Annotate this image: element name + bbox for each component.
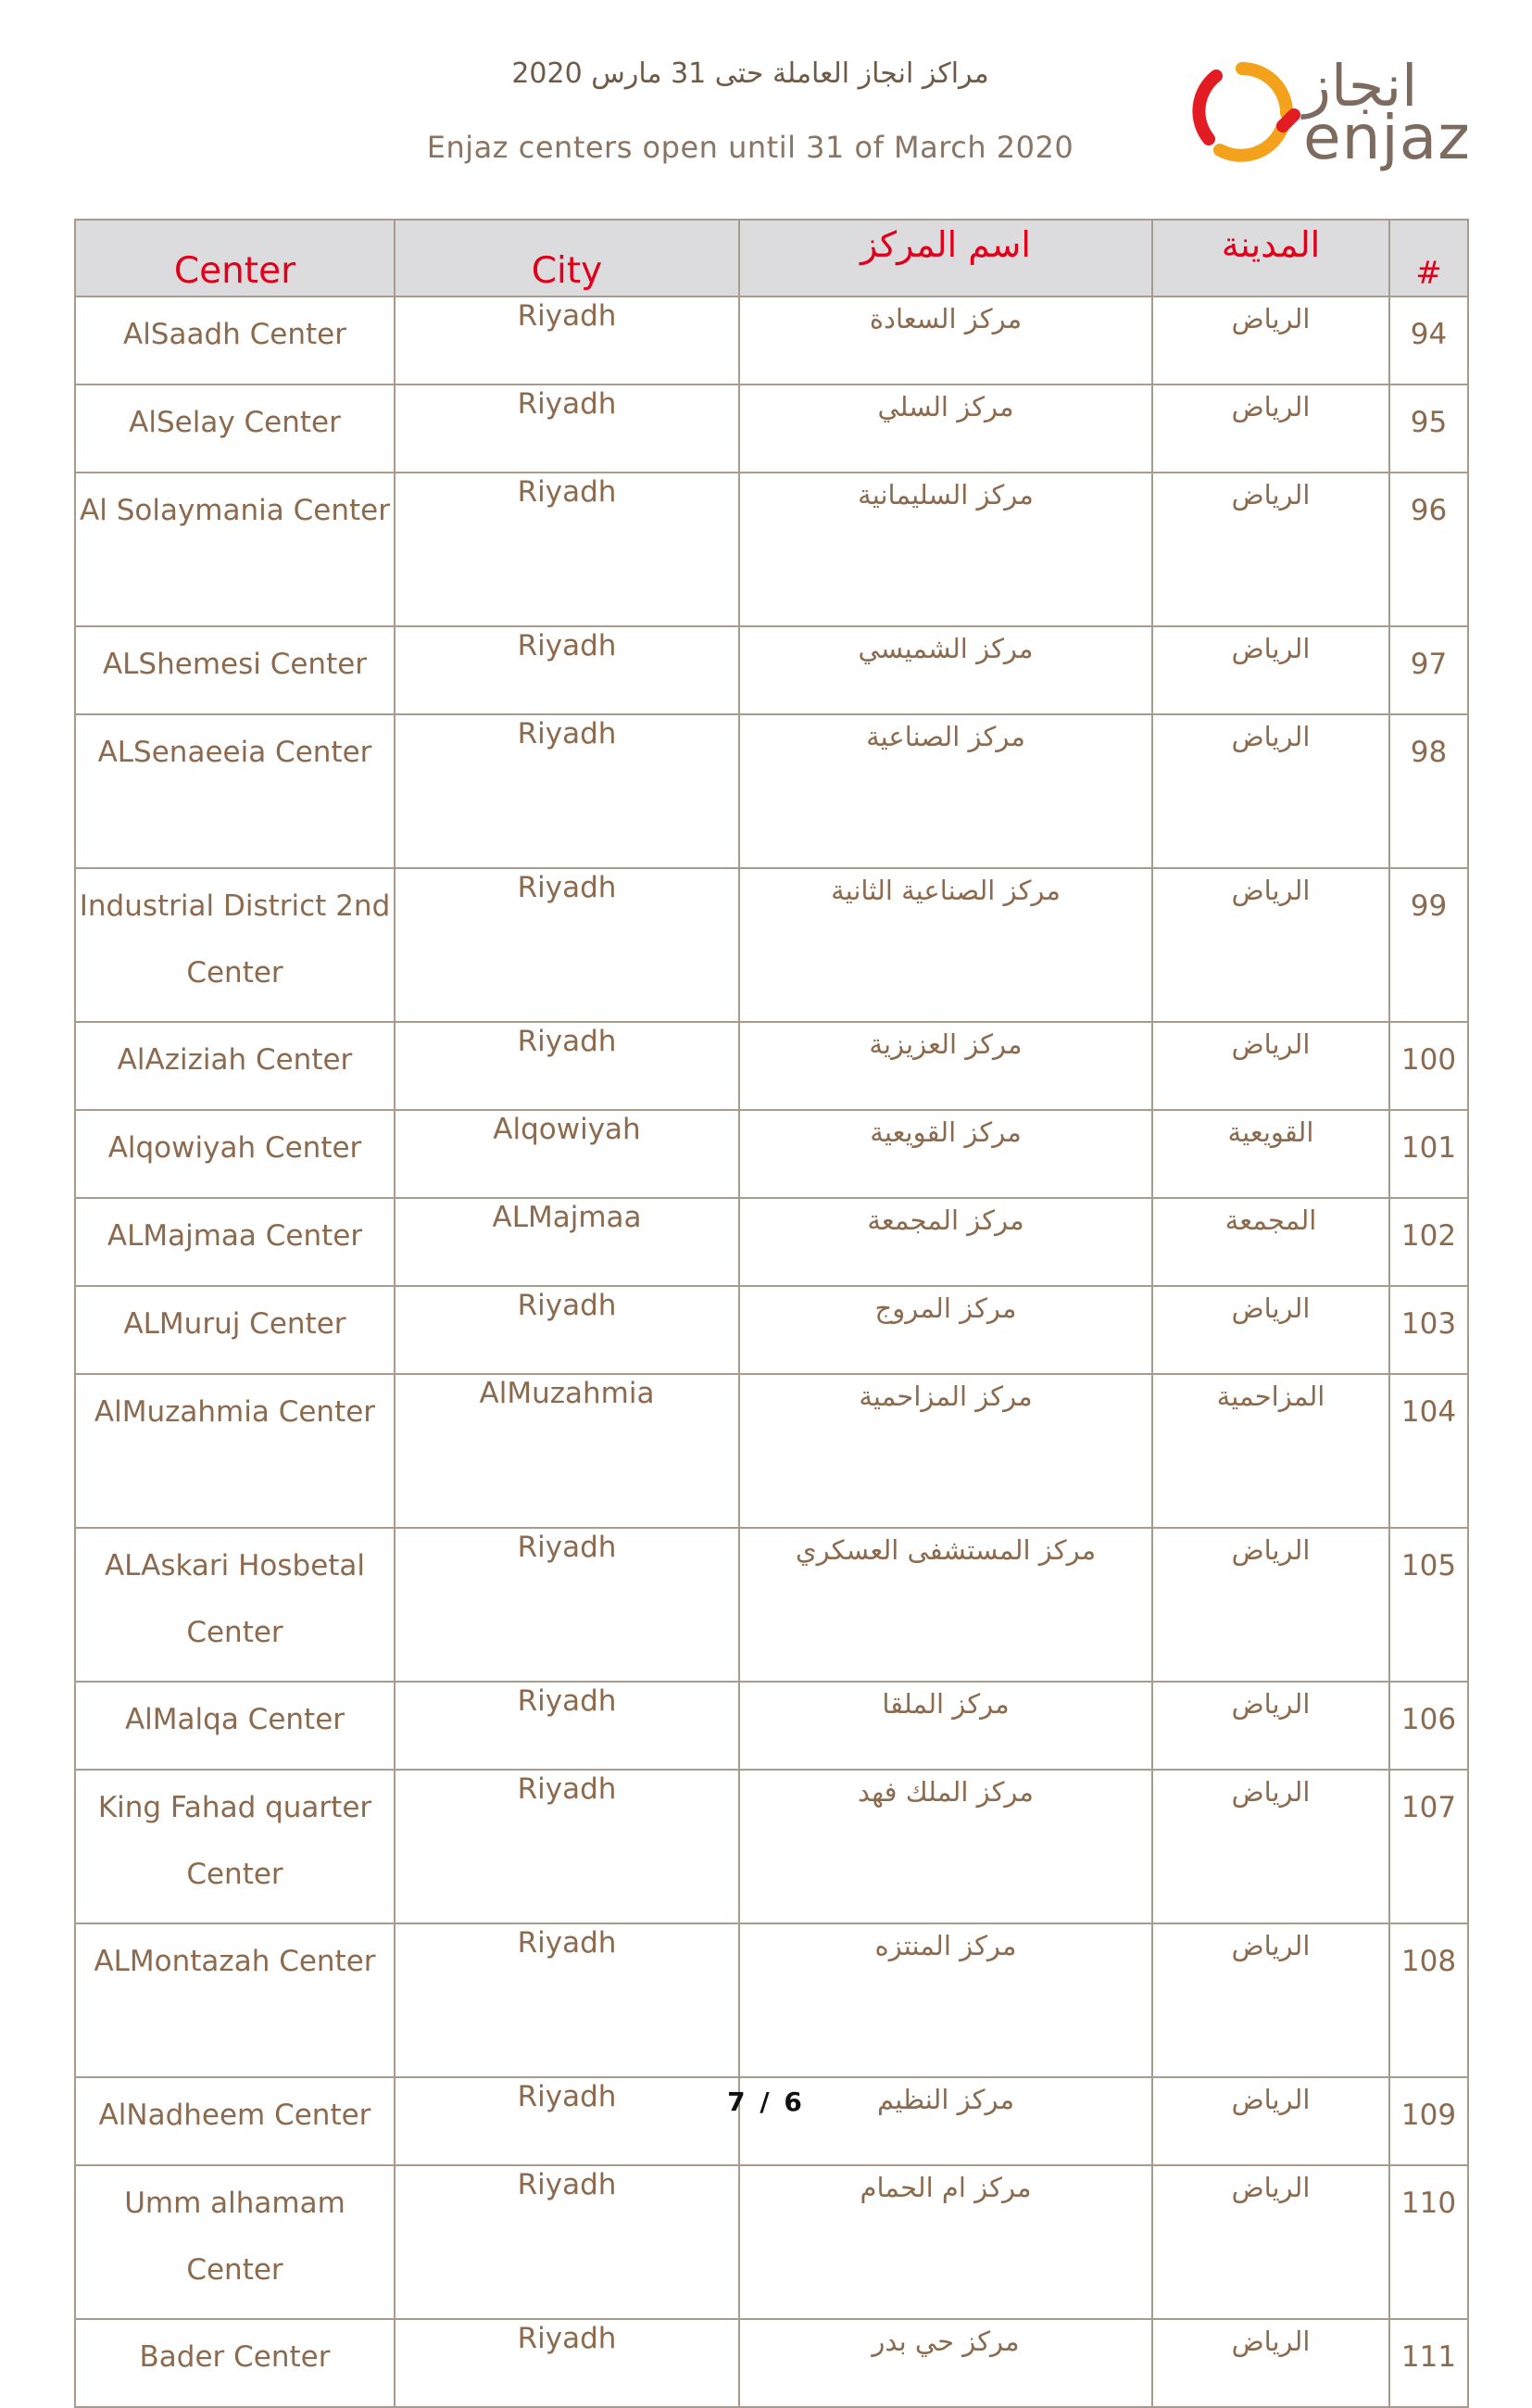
cell-center-name-ar: مركز المروج xyxy=(739,1286,1152,1374)
logo-text-en: enjaz xyxy=(1303,102,1471,173)
table-row xyxy=(75,868,1468,1022)
cell-number: 109 xyxy=(1389,2077,1468,2165)
cell-number: 106 xyxy=(1389,1682,1468,1770)
cell-center-name-ar: مركز الشميسي xyxy=(739,626,1152,714)
cell-center-name-ar: مركز حي بدر xyxy=(739,2319,1152,2407)
cell-center-name: AlMuzahmia Center xyxy=(75,1374,395,1528)
cell-city-ar: القويعية xyxy=(1152,1110,1389,1198)
cell-center-name: Umm alhamam Center xyxy=(75,2165,395,2319)
cell-number: 96 xyxy=(1389,473,1468,626)
cell-city-ar: الرياض xyxy=(1152,473,1389,626)
table-header-row xyxy=(75,220,1468,296)
cell-center-name: Bader Center xyxy=(75,2319,395,2407)
cell-city: Riyadh xyxy=(395,1682,739,1770)
centers-table xyxy=(74,219,1469,2408)
cell-city-ar: الرياض xyxy=(1152,1923,1389,2077)
table-row xyxy=(75,1286,1468,1374)
cell-number: 99 xyxy=(1389,868,1468,1022)
cell-city: Riyadh xyxy=(395,296,739,385)
cell-city-ar: الرياض xyxy=(1152,385,1389,473)
logo-text-ar: انجاز xyxy=(1303,52,1418,120)
page-title-ar: مراكز انجاز العاملة حتى 31 مارس 2020 xyxy=(511,57,989,90)
cell-number: 108 xyxy=(1389,1923,1468,2077)
cell-center-name-ar: مركز القويعية xyxy=(739,1110,1152,1198)
cell-city: Riyadh xyxy=(395,1286,739,1374)
cell-center-name-ar: مركز المستشفى العسكري xyxy=(739,1528,1152,1682)
cell-city: Riyadh xyxy=(395,2077,739,2165)
cell-center-name: AlAziziah Center xyxy=(75,1022,395,1110)
cell-center-name-ar: مركز الملك فهد xyxy=(739,1770,1152,1923)
table-row xyxy=(75,1682,1468,1770)
col-header-center: Center xyxy=(75,220,395,296)
cell-number: 95 xyxy=(1389,385,1468,473)
table-row xyxy=(75,1528,1468,1682)
cell-city-ar: الرياض xyxy=(1152,2165,1389,2319)
cell-center-name: AlMalqa Center xyxy=(75,1682,395,1770)
col-header-center-ar: اسم المركز xyxy=(739,220,1152,296)
cell-number: 104 xyxy=(1389,1374,1468,1528)
cell-city: AlMuzahmia xyxy=(395,1374,739,1528)
cell-city-ar: الرياض xyxy=(1152,1528,1389,1682)
cell-city-ar: الرياض xyxy=(1152,1682,1389,1770)
cell-city-ar: الرياض xyxy=(1152,626,1389,714)
cell-city-ar: الرياض xyxy=(1152,868,1389,1022)
cell-number: 100 xyxy=(1389,1022,1468,1110)
cell-center-name: ALMajmaa Center xyxy=(75,1198,395,1286)
cell-center-name: ALSenaeeia Center xyxy=(75,714,395,868)
cell-city: Riyadh xyxy=(395,714,739,868)
cell-center-name-ar: مركز المزاحمية xyxy=(739,1374,1152,1528)
cell-center-name-ar: مركز السلي xyxy=(739,385,1152,473)
table-row xyxy=(75,1022,1468,1110)
cell-number: 105 xyxy=(1389,1528,1468,1682)
table-row xyxy=(75,2165,1468,2319)
cell-number: 94 xyxy=(1389,296,1468,385)
table-row xyxy=(75,296,1468,385)
enjaz-logo xyxy=(1190,52,1487,178)
cell-center-name: AlNadheem Center xyxy=(75,2077,395,2165)
cell-center-name-ar: مركز الصناعية الثانية xyxy=(739,868,1152,1022)
cell-center-name: ALShemesi Center xyxy=(75,626,395,714)
cell-city: Riyadh xyxy=(395,2319,739,2407)
cell-city: Riyadh xyxy=(395,1022,739,1110)
table-row xyxy=(75,1198,1468,1286)
col-header-city: City xyxy=(395,220,739,296)
cell-city-ar: الرياض xyxy=(1152,714,1389,868)
cell-city: Riyadh xyxy=(395,626,739,714)
cell-city: Riyadh xyxy=(395,868,739,1022)
cell-city: Riyadh xyxy=(395,2165,739,2319)
cell-city: Riyadh xyxy=(395,1528,739,1682)
table-row xyxy=(75,626,1468,714)
cell-center-name-ar: مركز الصناعية xyxy=(739,714,1152,868)
table-row xyxy=(75,1770,1468,1923)
cell-city-ar: المزاحمية xyxy=(1152,1374,1389,1528)
cell-number: 101 xyxy=(1389,1110,1468,1198)
cell-center-name-ar: مركز السعادة xyxy=(739,296,1152,385)
col-header-number: # xyxy=(1389,220,1468,296)
cell-city: Riyadh xyxy=(395,473,739,626)
cell-center-name: AlSaadh Center xyxy=(75,296,395,385)
cell-number: 111 xyxy=(1389,2319,1468,2407)
cell-city: Riyadh xyxy=(395,1923,739,2077)
cell-center-name-ar: مركز السليمانية xyxy=(739,473,1152,626)
cell-city-ar: الرياض xyxy=(1152,2077,1389,2165)
cell-center-name: ALMuruj Center xyxy=(75,1286,395,1374)
cell-city-ar: الرياض xyxy=(1152,2319,1389,2407)
table-row xyxy=(75,2319,1468,2407)
cell-center-name: ALMontazah Center xyxy=(75,1923,395,2077)
cell-number: 103 xyxy=(1389,1286,1468,1374)
cell-city-ar: الرياض xyxy=(1152,1022,1389,1110)
table-row xyxy=(75,1374,1468,1528)
page-title-en: Enjaz centers open until 31 of March 2020 xyxy=(426,130,1074,165)
cell-city: Alqowiyah xyxy=(395,1110,739,1198)
cell-city-ar: الرياض xyxy=(1152,1286,1389,1374)
cell-center-name: Alqowiyah Center xyxy=(75,1110,395,1198)
cell-city: Riyadh xyxy=(395,385,739,473)
cell-number: 98 xyxy=(1389,714,1468,868)
cell-city: ALMajmaa xyxy=(395,1198,739,1286)
cell-number: 102 xyxy=(1389,1198,1468,1286)
table-row xyxy=(75,1923,1468,2077)
cell-number: 107 xyxy=(1389,1770,1468,1923)
cell-center-name-ar: مركز المنتزه xyxy=(739,1923,1152,2077)
cell-center-name-ar: مركز ام الحمام xyxy=(739,2165,1152,2319)
cell-center-name: Al Solaymania Center xyxy=(75,473,395,626)
cell-center-name-ar: مركز النظيم xyxy=(739,2077,1152,2165)
cell-city: Riyadh xyxy=(395,1770,739,1923)
table-row xyxy=(75,1110,1468,1198)
enjaz-ring-icon xyxy=(1190,57,1301,169)
cell-city-ar: الرياض xyxy=(1152,296,1389,385)
cell-center-name: AlSelay Center xyxy=(75,385,395,473)
col-header-city-ar: المدينة xyxy=(1152,220,1389,296)
page-number: 7 / 6 xyxy=(727,2087,805,2117)
table-row xyxy=(75,473,1468,626)
cell-center-name-ar: مركز المجمعة xyxy=(739,1198,1152,1286)
cell-center-name-ar: مركز العزيزية xyxy=(739,1022,1152,1110)
cell-center-name-ar: مركز الملقا xyxy=(739,1682,1152,1770)
cell-number: 97 xyxy=(1389,626,1468,714)
cell-number: 110 xyxy=(1389,2165,1468,2319)
cell-center-name: ALAskari Hosbetal Center xyxy=(75,1528,395,1682)
cell-city-ar: الرياض xyxy=(1152,1770,1389,1923)
table-row xyxy=(75,714,1468,868)
cell-center-name: Industrial District 2nd Center xyxy=(75,868,395,1022)
table-row xyxy=(75,385,1468,473)
cell-city-ar: المجمعة xyxy=(1152,1198,1389,1286)
cell-center-name: King Fahad quarter Center xyxy=(75,1770,395,1923)
